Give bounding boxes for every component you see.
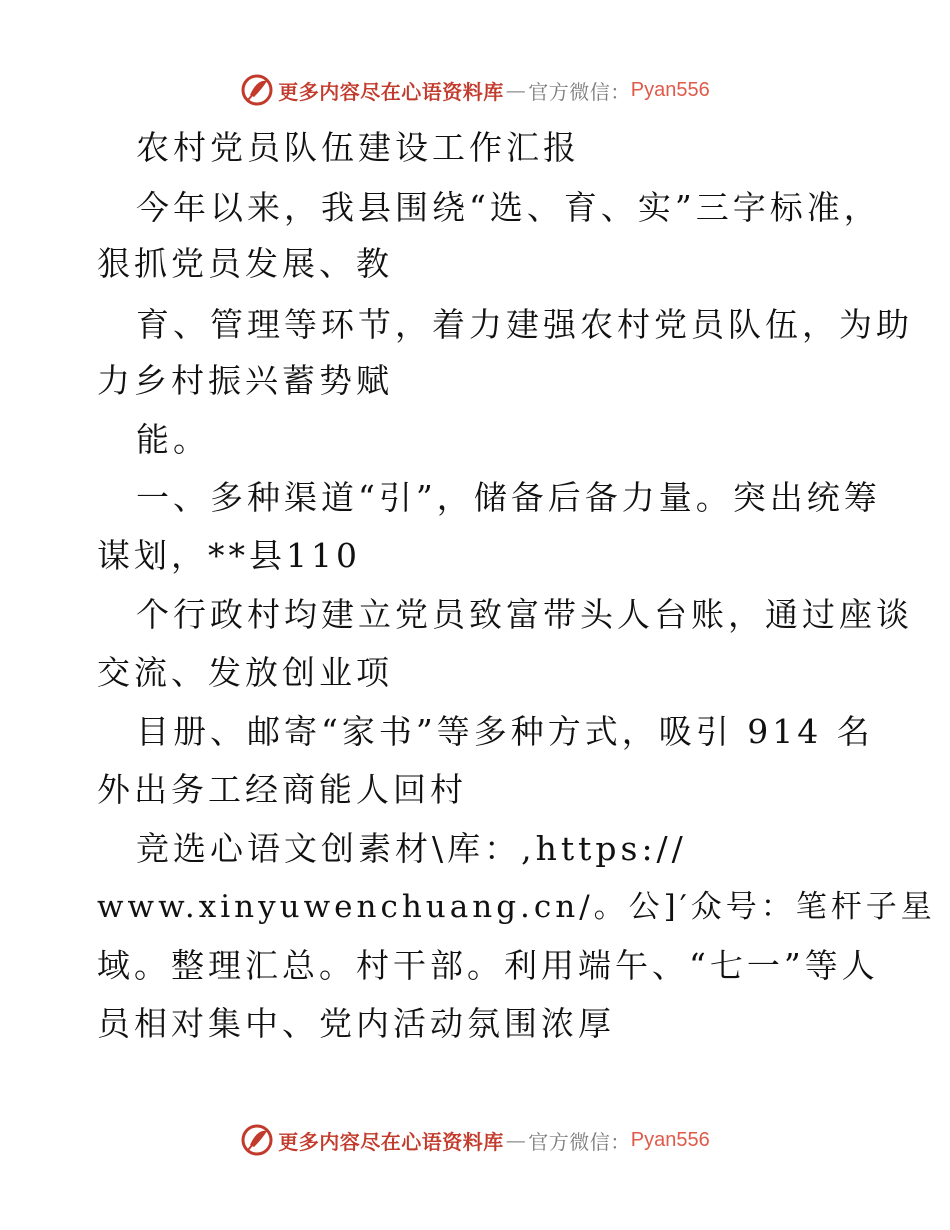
banner-main-text: 更多内容尽在心语资料库 <box>278 79 504 104</box>
paragraph-line: 外出务工经商能人回村 <box>97 770 467 809</box>
paragraph-line: www.xinyuwenchuang.cn/。公]′众号：笔杆子星 <box>97 889 936 925</box>
footer-watermark-banner <box>0 1120 950 1160</box>
paragraph-line: 目册、邮寄“家书”等多种方式，吸引 914 名 <box>136 712 874 751</box>
banner-separator: — <box>505 78 527 102</box>
quill-seal-logo-icon <box>240 73 274 107</box>
header-watermark-banner <box>0 70 950 110</box>
banner-wechat-label: 官方微信： <box>528 79 631 104</box>
banner-main-text: 更多内容尽在心语资料库 <box>278 1129 504 1154</box>
paragraph-line: 交流、发放创业项 <box>97 653 393 692</box>
paragraph-line: 育、管理等环节，着力建强农村党员队伍，为助 <box>136 305 913 344</box>
document-title: 农村党员队伍建设工作汇报 <box>136 128 580 167</box>
banner-wechat-id: Pyan556 <box>630 1128 710 1151</box>
banner-wechat-id: Pyan556 <box>630 78 710 101</box>
banner-separator: — <box>505 1128 527 1152</box>
banner-wechat-label: 官方微信： <box>528 1129 631 1154</box>
paragraph-line: 能。 <box>136 420 210 459</box>
paragraph-line: 谋划，**县110 <box>97 536 361 575</box>
quill-seal-logo-icon <box>240 1123 274 1157</box>
paragraph-line: 力乡村振兴蓄势赋 <box>97 361 393 400</box>
paragraph-line: 域。整理汇总。村干部。利用端午、“七一”等人 <box>97 946 879 985</box>
paragraph-line: 狠抓党员发展、教 <box>97 244 393 283</box>
paragraph-line: 员相对集中、党内活动氛围浓厚 <box>97 1004 615 1043</box>
paragraph-line: 竞选心语文创素材\库：,https:// <box>136 829 687 868</box>
section-heading-line: 一、多种渠道“引”，储备后备力量。突出统筹 <box>136 478 881 517</box>
paragraph-line: 个行政村均建立党员致富带头人台账，通过座谈 <box>136 595 913 634</box>
paragraph-line: 今年以来，我县围绕“选、育、实”三字标准， <box>136 188 881 227</box>
